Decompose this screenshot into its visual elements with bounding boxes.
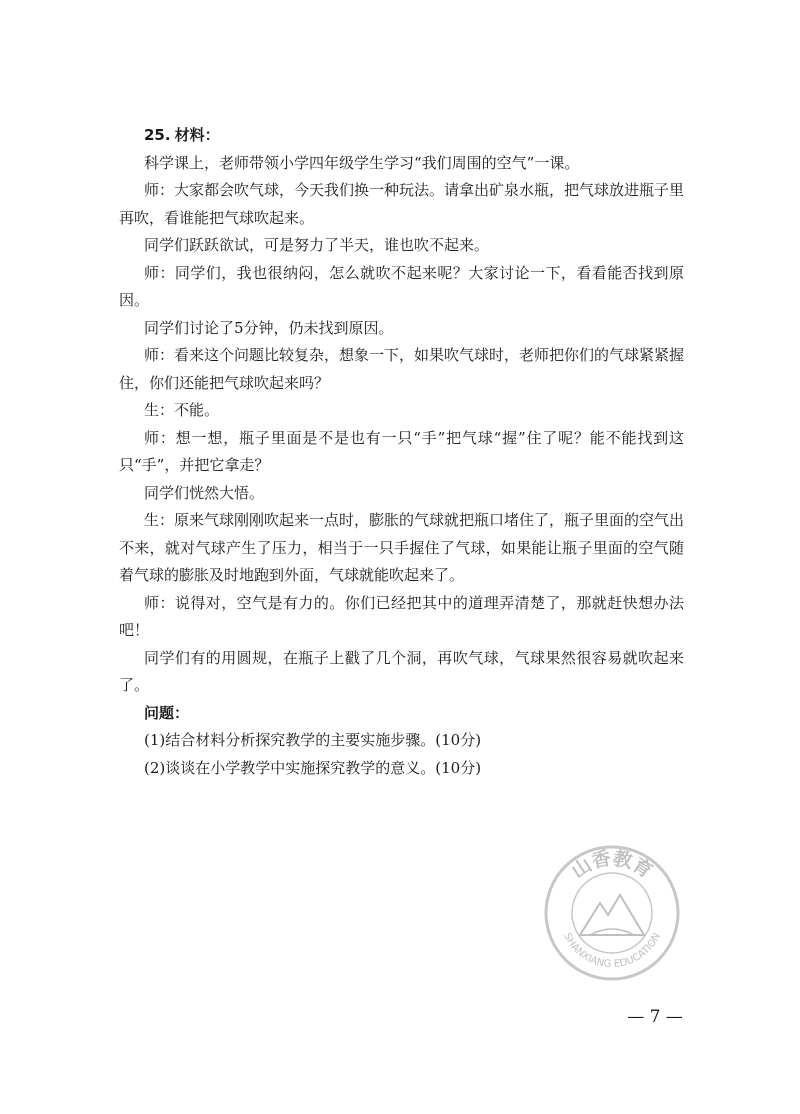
question-header: [119, 122, 684, 150]
paragraph: 师：同学们，我也很纳闷，怎么就吹不起来呢？大家讨论一下，看看能否找到原因。: [119, 263, 684, 309]
paragraph: 师：说得对，空气是有力的。你们已经把其中的道理弄清楚了，那就赶快想办法吧！: [119, 593, 684, 639]
paragraph: 师：想一想，瓶子里面是不是也有一只“手”把气球“握”住了呢？能不能找到这只“手”，并把它拿走？: [119, 428, 684, 474]
question-number: 25.: [144, 126, 171, 144]
paragraph: 生：原来气球刚刚吹起来一点时，膨胀的气球就把瓶口堵住了，瓶子里面的空气出不来，就对气球产生了压力，相当于一只手握住了气球，如果能让瓶子里面的空气随着气球的膨胀及时地跑到外面，气球就能吹起来了。: [119, 511, 685, 584]
sub-question: (2)谈谈在小学教学中实施探究教学的意义。(10分): [144, 758, 482, 777]
paragraph: 同学们恍然大悟。: [144, 483, 265, 502]
paragraph: 同学们有的用圆规，在瓶子上戳了几个洞，再吹气球，气球果然很容易就吹起来了。: [119, 648, 684, 694]
paragraph: 师：看来这个问题比较复杂，想象一下，如果吹气球时，老师把你们的气球紧紧握住，你们还能把气球吹起来吗？: [119, 346, 685, 392]
logo-chinese-text: 山香教育: [567, 847, 657, 883]
paragraph: 科学课上，老师带领小学四年级学生学习“我们周围的空气”一课。: [144, 153, 580, 172]
page-number: — 7 —: [627, 1007, 683, 1027]
shanxiang-logo-watermark: [542, 843, 682, 983]
sub-question: (1)结合材料分析探究教学的主要实施步骤。(10分): [144, 731, 482, 749]
question-content: [119, 122, 684, 782]
paragraph: 师：大家都会吹气球，今天我们换一种玩法。请拿出矿泉水瓶，把气球放进瓶子里再吹，看谁能把气球吹起来。: [119, 181, 685, 227]
questions-heading: 问题：: [144, 703, 190, 722]
logo-english-text: SHANXIANG EDUCATION: [561, 931, 663, 971]
material-label: 材料：: [174, 126, 220, 144]
logo-inner-ring: [572, 873, 652, 953]
paragraph: 生：不能。: [144, 401, 220, 419]
paragraph: 同学们讨论了5分钟，仍未找到原因。: [144, 318, 394, 337]
paragraph: 同学们跃跃欲试，可是努力了半天，谁也吹不起来。: [144, 236, 490, 254]
